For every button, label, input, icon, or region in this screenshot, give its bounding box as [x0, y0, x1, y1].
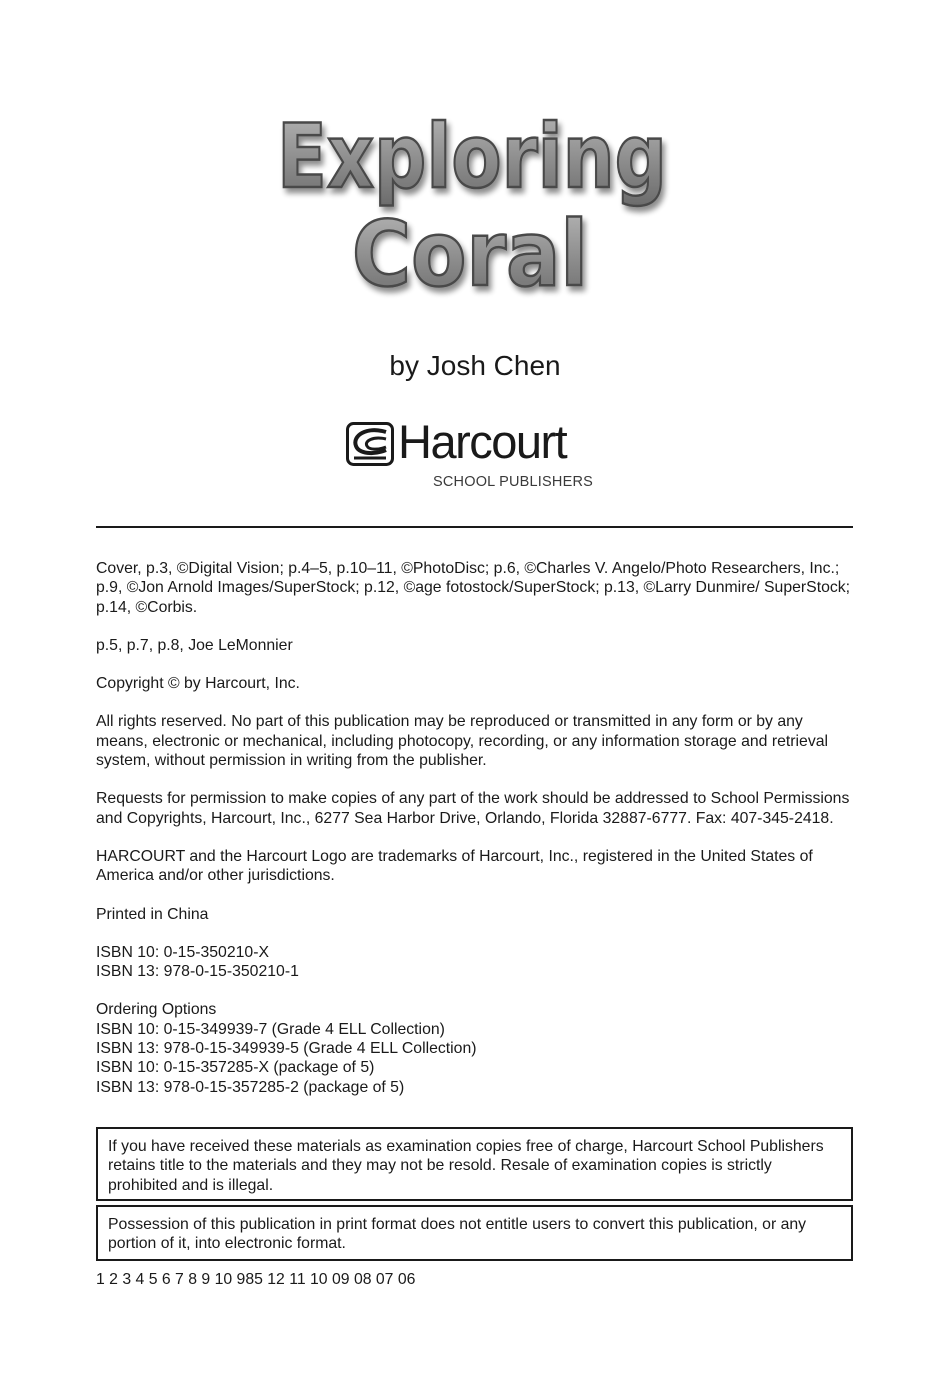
ordering-heading: Ordering Options	[96, 1001, 217, 1019]
isbn-13: ISBN 13: 978-0-15-350210-1	[96, 963, 299, 981]
copyright-notice: Copyright © by Harcourt, Inc.	[96, 675, 300, 693]
printing-line: 1 2 3 4 5 6 7 8 9 10 985 12 11 10 09 08 07 06	[96, 1271, 416, 1288]
book-title-art	[0, 95, 950, 315]
publisher-name: Harcourt	[398, 415, 567, 468]
electronic-format-notice: Possession of this publication in print format does not entitle users to convert this publication, or any portion of it, into electronic format.	[96, 1205, 853, 1261]
permissions-request: Requests for permission to make copies of any part of the work should be addressed to School Permissions and Copyrights, Harcourt, Inc., 6277 Sea Harbor Drive, Orlando, Florida 32887-6777. Fax: 407-345-2418.	[96, 790, 850, 827]
photo-credits: Cover, p.3, ©Digital Vision; p.4–5, p.10–11, ©PhotoDisc; p.6, ©Charles V. Angelo/Photo Researchers, Inc.; p.9, ©Jon Arnold Images/SuperStock; p.12, ©age fotostock/SuperStock; p.13, ©Larry Dunmire/ SuperStock; p.14, ©Corbis.	[96, 560, 851, 616]
isbn-10: ISBN 10: 0-15-350210-X	[96, 943, 269, 961]
title-line-1: Exploring	[277, 105, 667, 208]
publisher-division: SCHOOL PUBLISHERS	[433, 474, 593, 490]
examination-copy-notice: If you have received these materials as examination copies free of charge, Harcourt School Publishers retains title to the materials and they may not be resold. Resale of examination copies is strictly prohibited and is illegal.	[96, 1127, 853, 1201]
divider-rule	[96, 526, 853, 528]
harcourt-swirl-icon	[346, 422, 394, 466]
ordering-line: ISBN 10: 0-15-349939-7 (Grade 4 ELL Collection)	[96, 1020, 445, 1038]
trademark-statement: HARCOURT and the Harcourt Logo are trademarks of Harcourt, Inc., registered in the United States of America and/or other jurisdictions.	[96, 847, 813, 885]
author-byline: by Josh Chen	[389, 350, 561, 381]
ordering-line: ISBN 10: 0-15-357285-X (package of 5)	[96, 1059, 375, 1077]
printed-location: Printed in China	[96, 905, 209, 923]
ordering-line: ISBN 13: 978-0-15-349939-5 (Grade 4 ELL Collection)	[96, 1040, 477, 1058]
ordering-line: ISBN 13: 978-0-15-357285-2 (package of 5)	[96, 1078, 405, 1096]
book-title-graphic	[0, 95, 950, 315]
illustration-credits: p.5, p.7, p.8, Joe LeMonnier	[96, 636, 293, 654]
copyright-page-text	[96, 559, 853, 1097]
ordering-options	[96, 1000, 853, 1096]
isbn-block	[96, 943, 853, 982]
publisher-logo	[346, 415, 606, 494]
title-line-2: Coral	[352, 202, 588, 307]
rights-statement: All rights reserved. No part of this publication may be reproduced or transmitted in any form or by any means, electronic or mechanical, including photocopy, recording, or any information storage and retrieval system, without permission in writing from the publisher.	[96, 713, 829, 770]
